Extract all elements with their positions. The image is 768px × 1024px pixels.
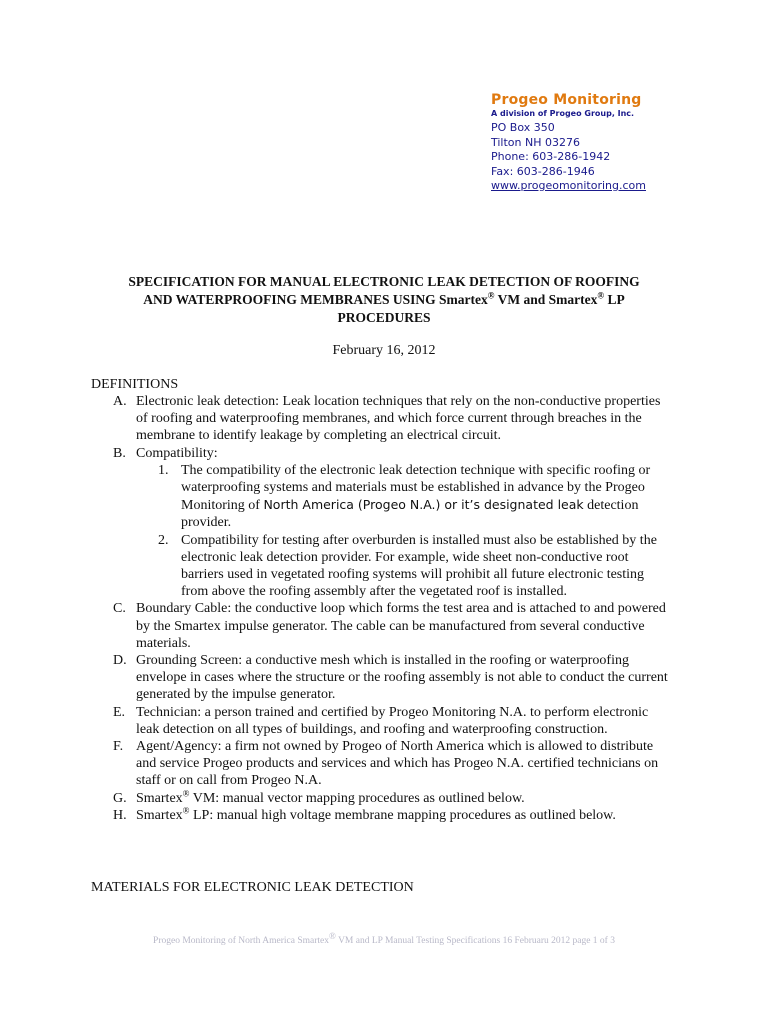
definition-item: A. Electronic leak detection: Leak location techniques that rely on the non-conductive properties of roofing and waterproofing membranes, and which force current through breaches in the membrane to identify leakage by completing an electrical circuit. bbox=[113, 394, 661, 444]
address-line-2: Tilton NH 03276 bbox=[491, 135, 580, 149]
definition-item: D. Grounding Screen: a conductive mesh which is installed in the roofing or waterproofing envelope in cases where the structure or the roofing assembly is not able to conduct the current generated by the impulse generator. bbox=[113, 653, 668, 703]
definitions-list bbox=[113, 393, 673, 824]
address-line-1: PO Box 350 bbox=[491, 121, 555, 134]
sub-definition-item: 1. The compatibility of the electronic leak detection technique with specific roofing or waterproofing systems and materials must be established in advance by the Progeo Monitoring of North America (Progeo N.A.) or it’s designated leak detection provider. bbox=[158, 462, 651, 531]
definition-item: H. Smartex® LP: manual high voltage membrane mapping procedures as outlined below. bbox=[113, 805, 616, 823]
sub-definition-group bbox=[113, 462, 673, 601]
company-name: Progeo Monitoring bbox=[491, 92, 642, 108]
registered-mark: ® bbox=[182, 788, 190, 799]
definition-item: F. Agent/Agency: a firm not owned by Progeo of North America which is allowed to distribute and service Progeo products and services and which has Progeo N.A. certified technicians on staff or on call from Progeo N.A. bbox=[113, 739, 659, 789]
definition-item: B. Compatibility: bbox=[113, 445, 218, 461]
document-date: February 16, 2012 bbox=[332, 343, 436, 358]
definitions-heading: DEFINITIONS bbox=[91, 377, 179, 392]
registered-mark: ® bbox=[487, 290, 495, 301]
website-link[interactable]: www.progeomonitoring.com bbox=[491, 179, 646, 192]
definition-item: C. Boundary Cable: the conductive loop which forms the test area and is attached to and powered by the Smartex impulse generator. The cable can be manufactured from several conductive materials. bbox=[113, 601, 666, 651]
compatibility-sublist bbox=[113, 462, 673, 601]
title-line-3: PROCEDURES bbox=[337, 310, 431, 325]
registered-mark: ® bbox=[182, 805, 190, 816]
letterhead bbox=[491, 91, 731, 194]
sub-definition-item: 2. Compatibility for testing after overburden is installed must also be established by the electronic leak detection provider. For example, wide sheet non-conductive root barriers used in vegetated roofing systems will prohibit all future electronic testing from above the roofing assembly after the vegetated roof is installed. bbox=[158, 532, 657, 600]
phone-number: Phone: 603-286-1942 bbox=[491, 150, 611, 163]
company-division: A division of Progeo Group, Inc. bbox=[491, 109, 635, 118]
title-line-1: SPECIFICATION FOR MANUAL ELECTRONIC LEAK DETECTION OF ROOFING bbox=[128, 274, 640, 289]
registered-mark: ® bbox=[597, 290, 605, 301]
definition-item: E. Technician: a person trained and certified by Progeo Monitoring N.A. to perform electronic leak detection on all types of buildings, and roofing and waterproofing construction. bbox=[113, 704, 649, 737]
title-line-2: AND WATERPROOFING MEMBRANES USING Smartex® VM and Smartex® LP bbox=[143, 290, 625, 307]
document-title bbox=[60, 273, 708, 327]
fax-number: Fax: 603-286-1946 bbox=[491, 164, 595, 178]
page-footer: Progeo Monitoring of North America Smartex® VM and LP Manual Testing Specifications 16 Februaru 2012 page 1 of 3 bbox=[153, 931, 615, 947]
materials-heading: MATERIALS FOR ELECTRONIC LEAK DETECTION bbox=[91, 880, 414, 895]
definition-item: G. Smartex® VM: manual vector mapping procedures as outlined below. bbox=[113, 788, 525, 806]
registered-mark: ® bbox=[329, 931, 336, 941]
